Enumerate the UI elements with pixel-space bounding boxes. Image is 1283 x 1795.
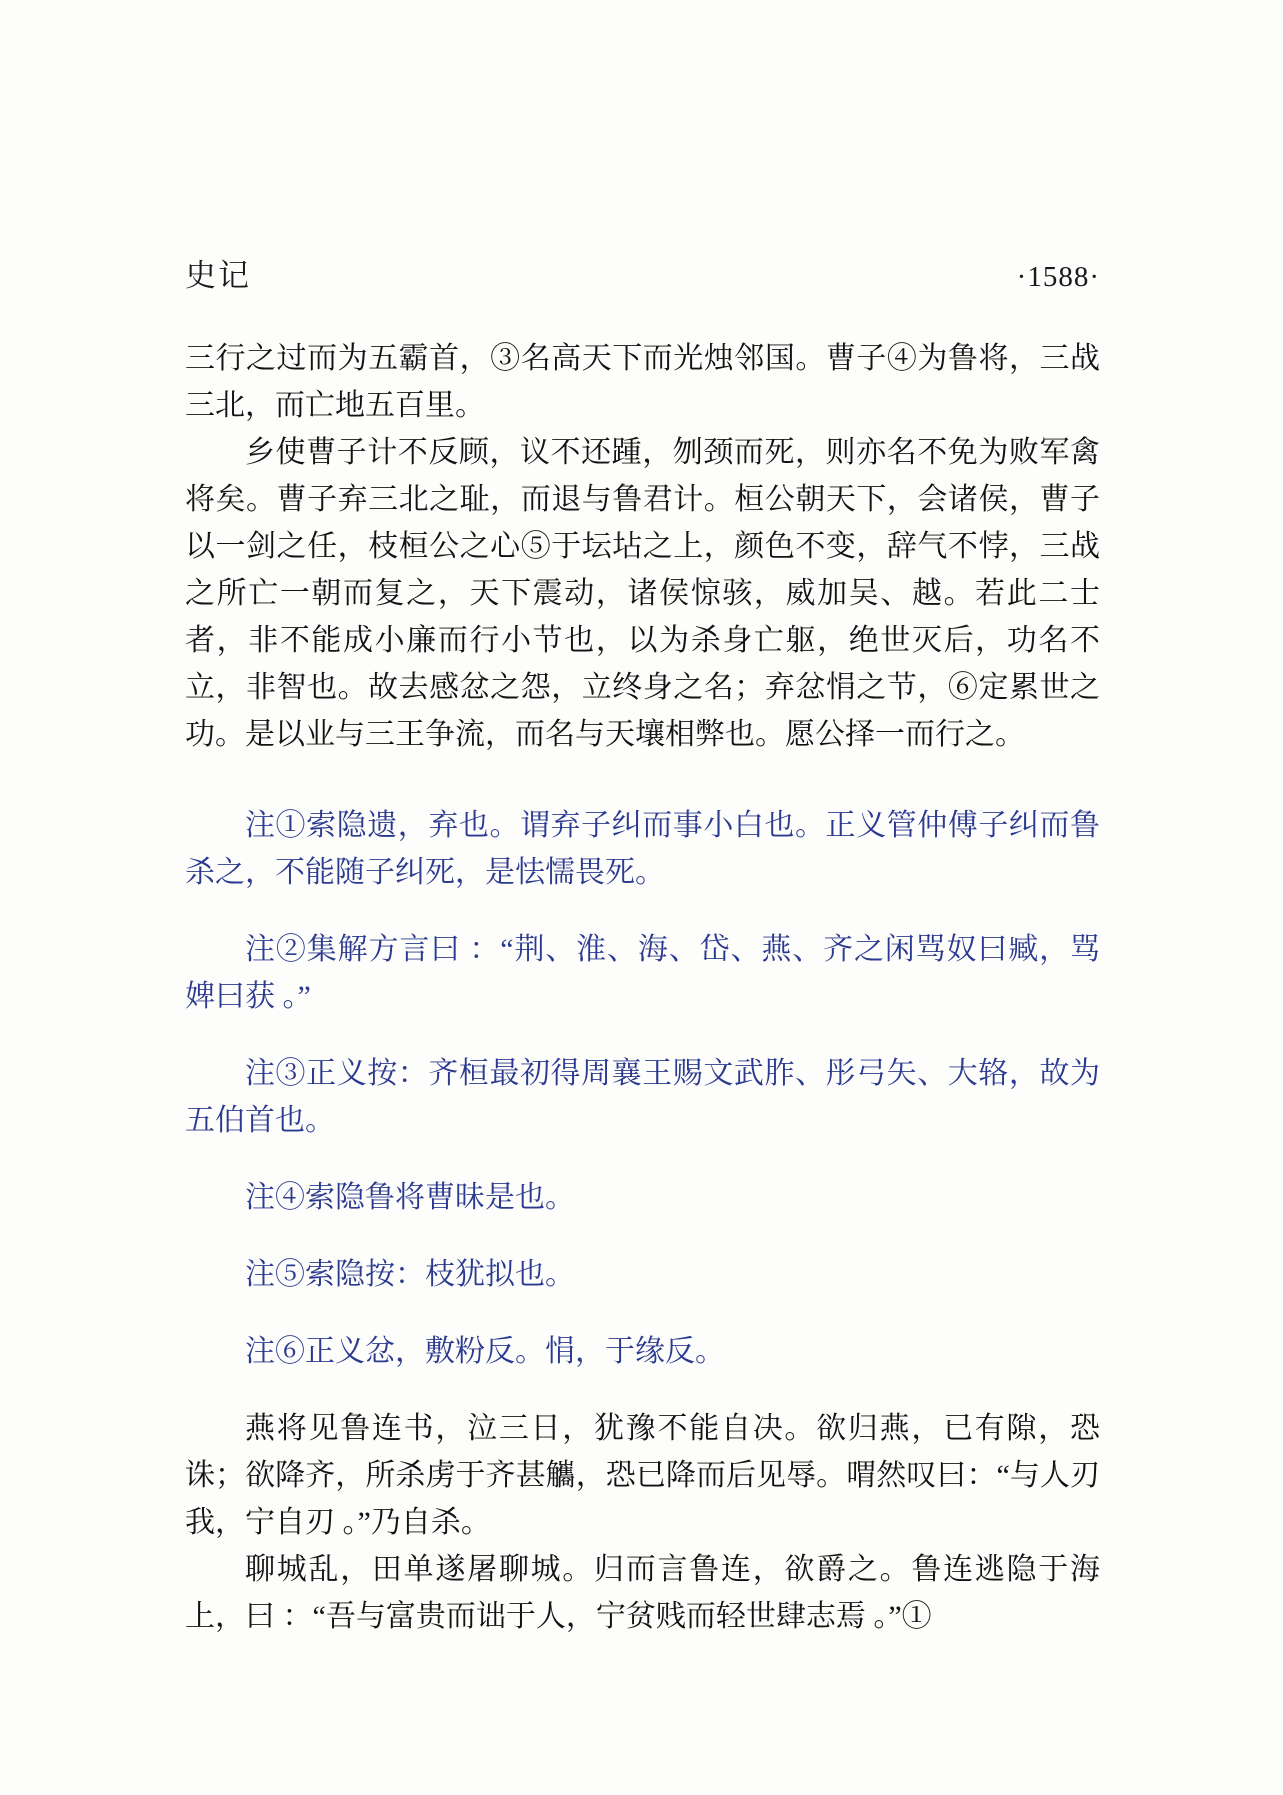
annotation-item: 注⑤索隐按：枝犹拟也。 [245,1258,575,1291]
annotation-item: 注④索隐鲁将曹昧是也。 [245,1181,575,1214]
annotation-block [185,802,1100,1375]
annotation-item: 注⑥正义忿，敷粉反。悁，于缘反。 [245,1335,725,1368]
page-content [185,250,1100,1640]
paragraph: 燕将见鲁连书，泣三日，犹豫不能自决。欲归燕，已有隙，恐诛；欲降齐，所杀虏于齐甚觿，恐已降而后见辱。喟然叹曰：“与人刃我，宁自刃 。”乃自杀。 [185,1412,1100,1539]
page-number: ·1588· [1016,261,1100,293]
paragraph: 三行之过而为五霸首，③名高天下而光烛邻国。曹子④为鲁将，三战三北，而亡地五百里。 [185,342,1100,422]
main-body-continued [185,1405,1100,1640]
annotation-item: 注③正义按：齐桓最初得周襄王赐文武胙、彤弓矢、大辂，故为五伯首也。 [185,1057,1100,1137]
page-header [185,250,1100,295]
paragraph: 乡使曹子计不反顾，议不还踵，刎颈而死，则亦名不免为败军禽将矣。曹子弃三北之耻，而退与鲁君计。桓公朝天下，会诸侯，曹子以一剑之任，枝桓公之心⑤于坛坫之上，颜色不变，辞气不悖，三战之所亡一朝而复之，天下震动，诸侯惊骇，威加吴、越。若此二士者，非不能成小廉而行小节也，以为杀身亡躯，绝世灭后，功名不立，非智也。故去感忿之怨，立终身之名；弃忿悁之节，⑥定累世之功。是以业与三王争流，而名与天壤相弊也。愿公择一而行之。 [185,436,1100,751]
main-body [185,335,1100,758]
book-title: 史记 [185,258,251,293]
annotation-item: 注②集解方言曰 ：“荆、淮、海、岱、燕、齐之闲骂奴曰臧，骂婢曰获 。” [185,933,1100,1013]
paragraph: 聊城乱，田单遂屠聊城。归而言鲁连，欲爵之。鲁连逃隐于海上，曰 ：“吾与富贵而诎于人，宁贫贱而轻世肆志焉 。”① [185,1553,1100,1633]
annotation-item: 注①索隐遗，弃也。谓弃子纠而事小白也。正义管仲傅子纠而鲁杀之，不能随子纠死，是怯懦畏死。 [185,809,1100,889]
